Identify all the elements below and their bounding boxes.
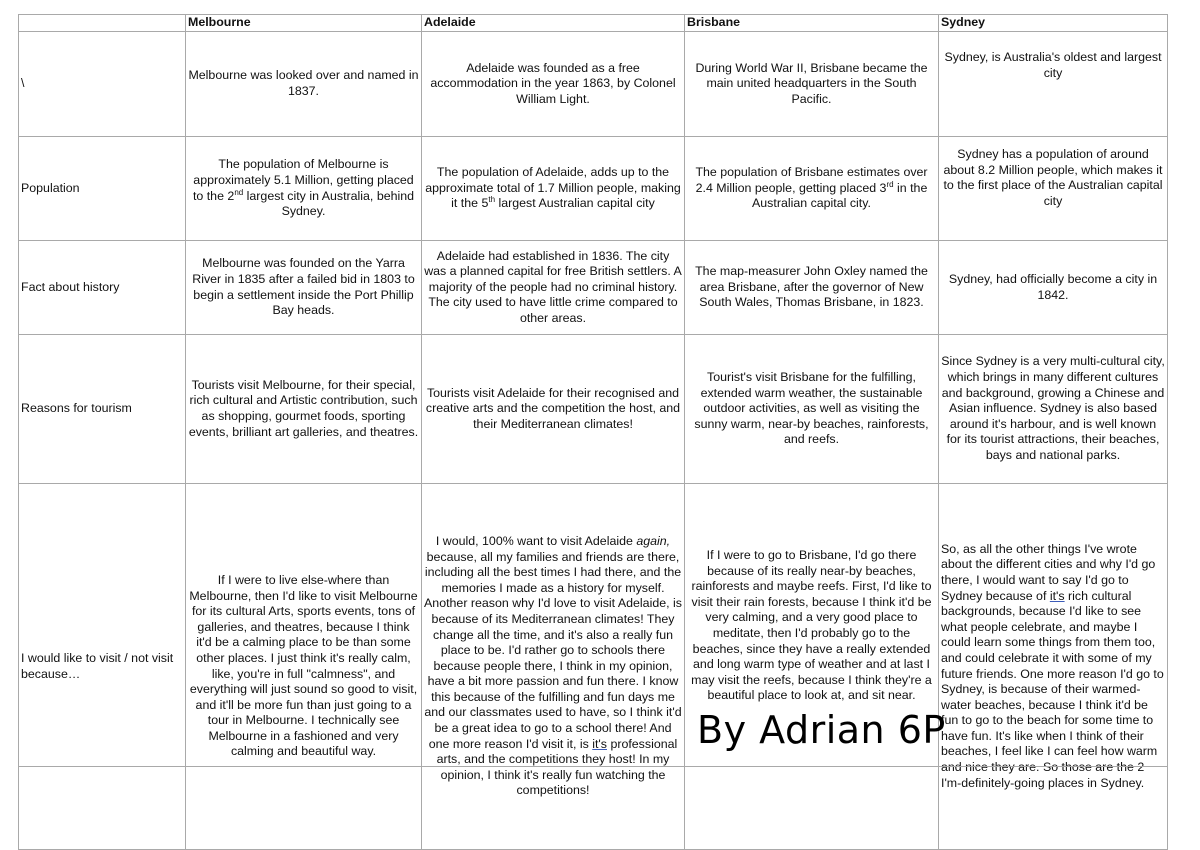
cell-sydney: Sydney, had officially become a city in 1842. [939,241,1168,335]
header-adelaide: Adelaide [422,15,685,32]
table-row-visit-reasons [19,484,1168,850]
table-row-tourism [19,335,1168,484]
city-comparison-table [18,14,1168,850]
cell-adelaide: Adelaide was founded as a free accommodation in the year 1863, by Colonel William Light. [422,32,685,137]
author-signature: By Adrian 6P [697,708,946,752]
cell-text: The population of Melbourne is approximately 5.1 Million, getting placed to the 2 [192,157,414,203]
row-label: I would like to visit / not visit because… [19,484,186,850]
cell-brisbane: Tourist's visit Brisbane for the fulfilling, extended warm weather, the sustainable outdoor activities, as well as visiting the sunny warm, near-by beaches, rainforests, and reefs. [685,335,939,484]
cell-text: professional arts, and the competitions they host! In my opinion, I think it's really fun watching the competitions! [436,736,678,798]
table-row-history [19,241,1168,335]
cell-melbourne: Melbourne was looked over and named in 1837. [186,32,422,137]
cell-sydney: Sydney has a population of around about 8.2 Million people, which makes it to the first place of the Australian capital city [939,137,1168,241]
next-table-row-edge [18,766,1168,781]
header-brisbane: Brisbane [685,15,939,32]
cell-text: in the Australian capital city. [752,180,928,211]
cell-adelaide: Adelaide had established in 1836. The city was a planned capital for free British settlers. A majority of the people had no criminal history. The city used to have little crime compared to other areas. [422,241,685,335]
cell-brisbane: If I were to go to Brisbane, I'd go there because of its really near-by beaches, rainforests and maybe reefs. First, I'd like to visit their rain forests, because I think it'd be very calming, and a very good place to meditate, then I'd probably go to the beaches, since they have a really extended and long warm type of weather and at last I may visit the reefs, because I think they're a beautiful place to look at, and sit near. [685,484,939,850]
cell-text: The population of Brisbane estimates over 2.4 Million people, getting placed 3 [695,165,928,195]
cell-text: because, all my families and friends are there, including all the best times I had there, and the memories I made as a history for myself. Another reason why I'd love to visit Adelaide, is because of its Mediterranean climates! They change all the time, and it's also a really fun place to be. I'd rather go to schools there because people there, I think in my opinion, have a bit more passion and fun there. I know this because of the fulfilling and fun days me and our classmates used to have, so I think it'd be a great idea to go to a school there! And one more reason I'd visit it, is [424,549,682,751]
cell-melbourne: Melbourne was founded on the Yarra River in 1835 after a failed bid in 1803 to begin a settlement inside the Port Phillip Bay heads. [186,241,422,335]
cell-text: largest city in Australia, behind Sydney. [243,188,415,219]
cell-text: largest Australian capital city [495,196,655,211]
cell-adelaide [422,484,685,850]
cell-text: The population of Adelaide, adds up to the approximate total of 1.7 Million people, making it the 5 [425,165,681,211]
ordinal-suffix: rd [886,179,894,189]
underlined-text: it's [1049,588,1065,603]
cell-adelaide: Tourists visit Adelaide for their recognised and creative arts and the competition the host, and their Mediterranean climates! [422,335,685,484]
cell-sydney: Since Sydney is a very multi-cultural city, which brings in many different cultures and background, growing a Chinese and Asian influence. Sydney is also based around it's harbour, and is well known for its tourist attractions, their beaches, bays and national parks. [939,335,1168,484]
cell-melbourne: If I were to live else-where than Melbourne, then I'd like to visit Melbourne for its cultural Arts, sports events, tons of galleries, and theatres, because I think it'd be a calming place to be than some other places. I just think it's really calm, like, you're in full "calmness", and everything will just sound so good to visit, and it'll be more fun than just going to a tour in Melbourne. I technically see Melbourne in a fashioned and very calming and beautiful way. [186,484,422,850]
header-sydney: Sydney [939,15,1168,32]
row-label: Reasons for tourism [19,335,186,484]
cell-text: So, as all the other things I've wrote about the different cities and why I'd go there, I would want to say I'd go to Sydney because of [941,541,1156,603]
cell-text: I would, 100% want to visit Adelaide [435,533,637,548]
row-label: Fact about history [19,241,186,335]
header-melbourne: Melbourne [186,15,422,32]
underlined-text: it's [592,736,607,751]
cell-text: rich cultural backgrounds, because I'd like to see what people celebrate, and maybe I could learn some things from them too, and could celebrate it with some of my future friends. One more reason I'd go to Sydney, is because of their warmed-water beaches, because I think it'd be fun to go to the beach for some time to have fun. It's like when I think of their beaches, I feel like I can feel how warm and nice they are. So those are the 2 I'm-definitely-going places in Sydney. [941,588,1164,790]
cell-sydney: Sydney, is Australia's oldest and largest city [939,32,1168,137]
ordinal-suffix: nd [234,187,244,197]
cell-adelaide [422,137,685,241]
table-row-founding [19,32,1168,137]
cell-brisbane: During World War II, Brisbane became the main united headquarters in the South Pacific. [685,32,939,137]
header-empty [19,15,186,32]
cell-brisbane: The map-measurer John Oxley named the area Brisbane, after the governor of New South Wales, Thomas Brisbane, in 1823. [685,241,939,335]
cell-melbourne [186,137,422,241]
row-label: Population [19,137,186,241]
cell-sydney [939,484,1168,850]
ordinal-suffix: th [488,195,496,205]
row-label: \ [19,32,186,137]
emphasis-text: again, [636,533,671,548]
header-row [19,15,1168,32]
cell-melbourne: Tourists visit Melbourne, for their special, rich cultural and Artistic contribution, such as shopping, gourmet foods, sporting events, brilliant art galleries, and theatres. [186,335,422,484]
table-row-population [19,137,1168,241]
cell-brisbane [685,137,939,241]
